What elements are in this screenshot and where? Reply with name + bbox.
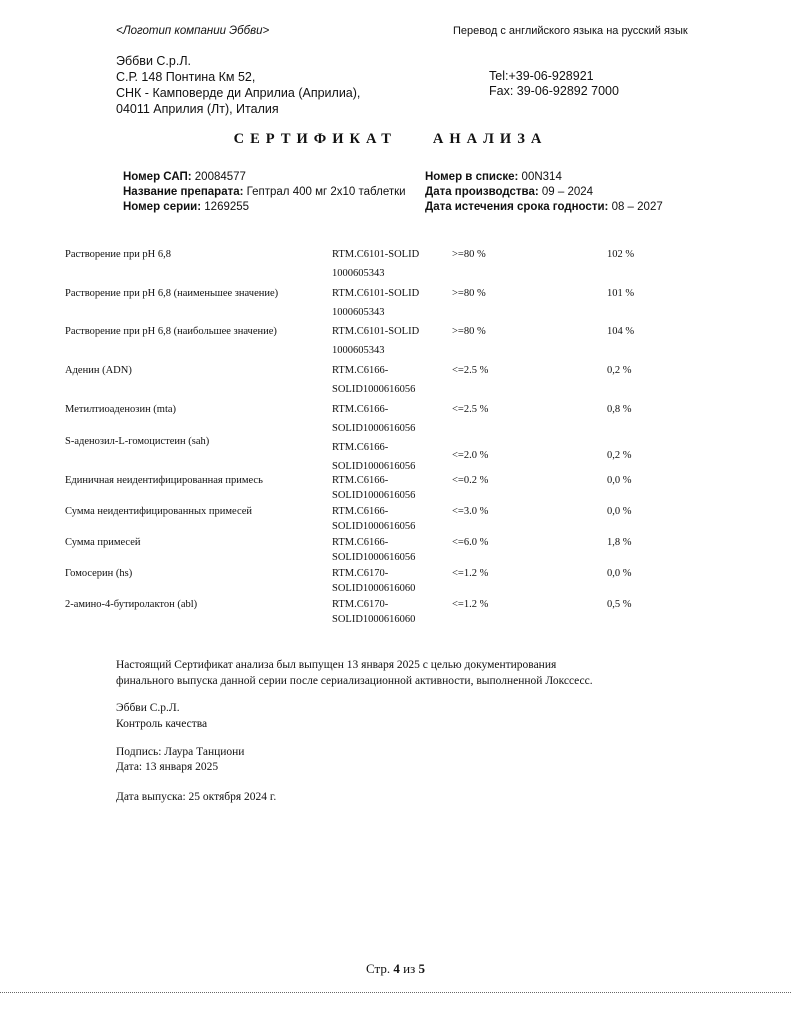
release-statement: [116, 657, 593, 689]
translation-note: Перевод с английского языка на русский язык: [453, 25, 688, 37]
statement-line-2: финального выпуска данной серии после сериализационной активности, выполненной Локсcесс.: [116, 675, 593, 687]
test-result: 0,8 %: [607, 404, 632, 415]
batch-label: Номер серии:: [123, 201, 202, 213]
page-prefix: Стр.: [366, 961, 394, 976]
test-result: 0,0 %: [607, 475, 632, 486]
test-name: Растворение при рН 6,8 (наибольшее значение): [65, 326, 277, 337]
statement-line-1: Настоящий Сертификат анализа был выпущен 13 января 2025 с целью документирования: [116, 659, 557, 671]
phone: Tel:+39-06-928921: [489, 69, 594, 83]
sap-value: 20084577: [191, 171, 246, 183]
test-method: RTM.C6166-: [332, 365, 389, 376]
test-result: 102 %: [607, 249, 635, 260]
test-result: 1,8 %: [607, 537, 632, 548]
test-limit: <=1.2 %: [452, 599, 489, 610]
company-address: [116, 53, 360, 117]
test-limit: <=2.5 %: [452, 404, 489, 415]
test-name: Сумма неидентифицированных примесей: [65, 506, 253, 517]
sap-label: Номер САП:: [123, 171, 192, 183]
test-method: RTM.C6101-SOLID: [332, 326, 420, 337]
test-name: Гомосерин (hs): [65, 568, 133, 579]
mfg-label: Дата производства:: [425, 186, 539, 198]
test-method-code: 1000605343: [332, 345, 385, 356]
test-limit: <=3.0 %: [452, 506, 489, 517]
page-current: 4: [393, 961, 400, 976]
test-method-code: SOLID1000616056: [332, 490, 416, 501]
test-results-table: [0, 245, 791, 635]
signature-date: Дата: 13 января 2025: [116, 761, 219, 773]
product-info-left: [123, 170, 406, 215]
company-name: Эббви С.р.Л.: [116, 54, 191, 68]
test-method-code: 1000605343: [332, 307, 385, 318]
signature: Подпись: Лаура Танциони: [116, 746, 245, 758]
test-name: Единичная неидентифицированная примесь: [65, 475, 263, 486]
signature-block: [116, 745, 244, 775]
test-method: RTM.C6170-: [332, 599, 389, 610]
test-method-code: SOLID1000616056: [332, 384, 416, 395]
test-limit: >=80 %: [452, 326, 486, 337]
test-limit: <=0.2 %: [452, 475, 489, 486]
page-middle: из: [399, 961, 419, 976]
test-limit: <=2.0 %: [452, 450, 489, 461]
test-name: Аденин (ADN): [65, 365, 132, 376]
test-limit: >=80 %: [452, 249, 486, 260]
test-result: 0,2 %: [607, 450, 632, 461]
test-method: RTM.C6170-: [332, 568, 389, 579]
manufacture-date: [425, 185, 663, 200]
test-method: RTM.C6101-SOLID: [332, 288, 420, 299]
test-method: RTM.C6166-: [332, 404, 389, 415]
test-method-code: SOLID1000616056: [332, 461, 416, 472]
signoff-dept: Контроль качества: [116, 718, 208, 730]
test-method: RTM.C6166-: [332, 475, 389, 486]
product-value: Гептрал 400 мг 2x10 таблетки: [243, 186, 406, 198]
company-contacts: [489, 69, 619, 99]
exp-label: Дата истечения срока годности:: [425, 201, 609, 213]
test-method: RTM.C6166-: [332, 537, 389, 548]
exp-value: 08 – 2027: [608, 201, 663, 213]
list-label: Номер в списке:: [425, 171, 519, 183]
signoff-company: Эббви С.р.Л.: [116, 702, 180, 714]
company-logo-placeholder: <Логотип компании Эббви>: [116, 25, 270, 37]
test-limit: >=80 %: [452, 288, 486, 299]
test-limit: <=6.0 %: [452, 537, 489, 548]
product-label: Название препарата:: [123, 186, 244, 198]
list-value: 00N314: [518, 171, 562, 183]
test-method-code: 1000605343: [332, 268, 385, 279]
address-line-1: С.Р. 148 Понтина Км 52,: [116, 70, 256, 84]
test-method: RTM.C6166-: [332, 442, 389, 453]
page-bottom-divider: [0, 992, 791, 993]
test-limit: <=2.5 %: [452, 365, 489, 376]
test-result: 104 %: [607, 326, 635, 337]
product-info-right: [425, 170, 663, 215]
test-result: 0,5 %: [607, 599, 632, 610]
test-method-code: SOLID1000616060: [332, 614, 416, 625]
test-result: 0,2 %: [607, 365, 632, 376]
test-name: Растворение при рН 6,8: [65, 249, 172, 260]
test-method-code: SOLID1000616056: [332, 423, 416, 434]
fax: Fax: 39-06-92892 7000: [489, 84, 619, 98]
page-total: 5: [418, 961, 425, 976]
title-word-1: СЕРТИФИКАТ: [233, 131, 397, 147]
test-name: Растворение при рН 6,8 (наименьшее значение): [65, 288, 279, 299]
list-number: [425, 170, 663, 185]
issue-date: Дата выпуска: 25 октября 2024 г.: [116, 791, 277, 803]
sap-number: [123, 170, 406, 185]
address-line-2: СНК - Камповерде ди Априлиа (Априлиа),: [116, 86, 361, 100]
test-method: RTM.C6101-SOLID: [332, 249, 420, 260]
product-name: [123, 185, 406, 200]
test-result: 0,0 %: [607, 568, 632, 579]
mfg-value: 09 – 2024: [538, 186, 594, 198]
test-method-code: SOLID1000616056: [332, 521, 416, 532]
test-name: S-аденозил-L-гомоцистеин (sah): [65, 436, 210, 447]
page-number: [0, 961, 791, 977]
test-name: Метилтиоаденозин (mta): [65, 404, 177, 415]
document-title: [0, 131, 781, 148]
test-name: 2-амино-4-бутиролактон (abl): [65, 599, 198, 610]
test-limit: <=1.2 %: [452, 568, 489, 579]
test-result: 101 %: [607, 288, 635, 299]
expiry-date: [425, 200, 663, 215]
batch-number: [123, 200, 406, 215]
batch-value: 1269255: [201, 201, 250, 213]
test-method-code: SOLID1000616060: [332, 583, 416, 594]
test-method-code: SOLID1000616056: [332, 552, 416, 563]
test-result: 0,0 %: [607, 506, 632, 517]
test-name: Сумма примесей: [65, 537, 141, 548]
address-line-3: 04011 Априлия (Лт), Италия: [116, 102, 279, 116]
title-word-2: АНАЛИЗА: [432, 131, 548, 147]
signoff-department: [116, 700, 207, 732]
test-method: RTM.C6166-: [332, 506, 389, 517]
